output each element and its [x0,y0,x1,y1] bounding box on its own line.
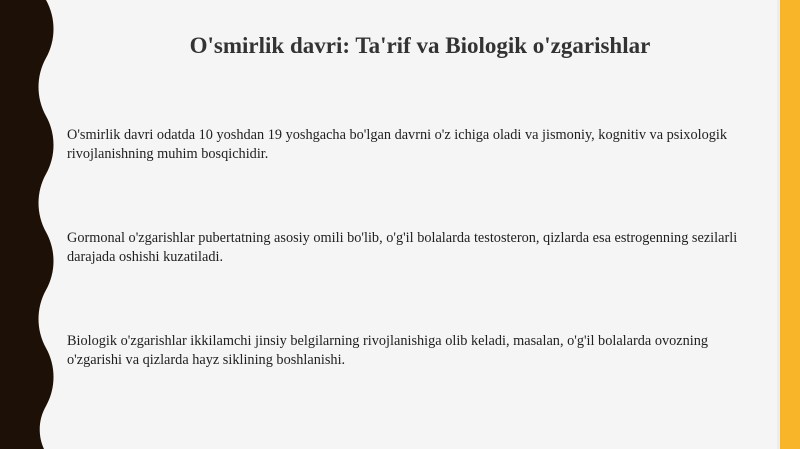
left-wave-shape [0,0,54,449]
paragraph-3: Biologik o'zgarishlar ikkilamchi jinsiy belgilarning rivojlanishiga olib keladi, masalan, o'g'il bolalarda ovozning o'zgarishi va qizlarda hayz siklining boshlanishi. [67,333,709,368]
paragraph-1: O'smirlik davri odatda 10 yoshdan 19 yoshgacha bo'lgan davrni o'z ichiga oladi va jismoniy, kognitiv va psixologik rivojlanishning muhim bosqichidir. [67,127,727,162]
paragraph-2: Gormonal o'zgarishlar pubertatning asosiy omili bo'lib, o'g'il bolalarda testosteron, qizlarda esa estrogenning sezilarli darajada oshishi kuzatiladi. [67,230,738,265]
slide-title: O'smirlik davri: Ta'rif va Biologik o'zgarishlar [189,33,651,58]
right-accent-bar [780,0,800,449]
left-wave-decoration [0,0,62,449]
